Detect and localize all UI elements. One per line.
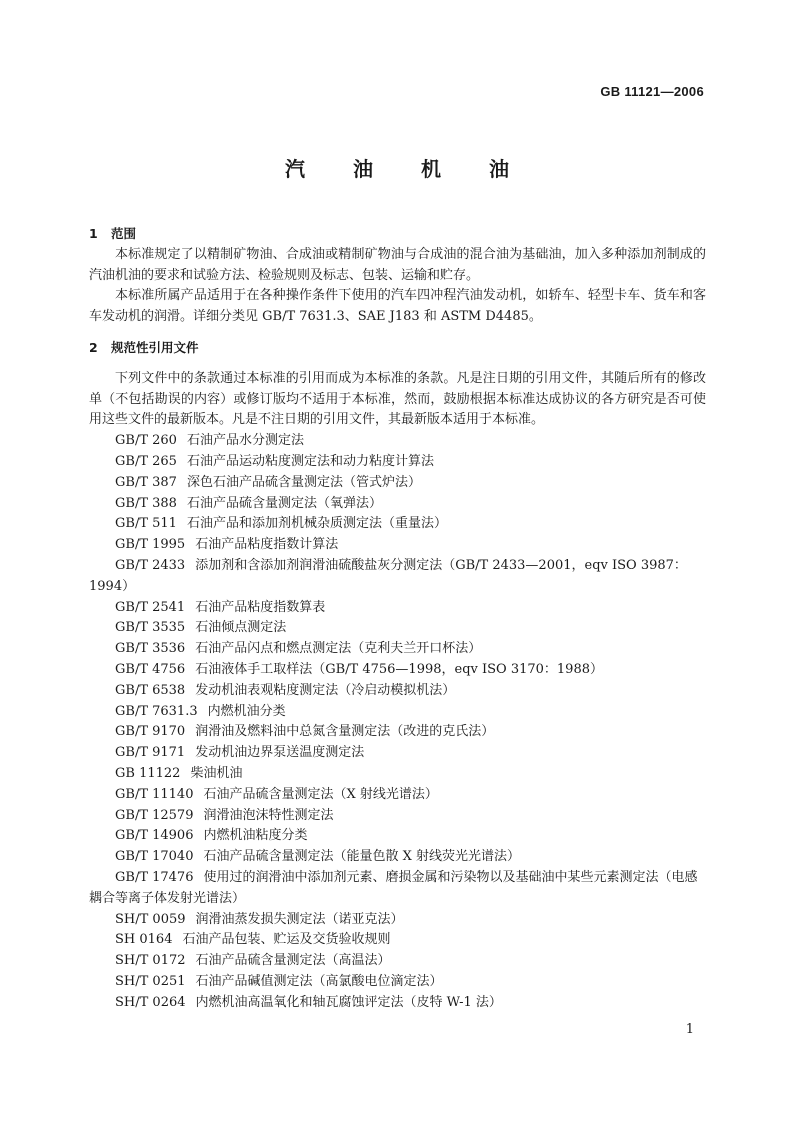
section-number: 2 — [89, 339, 98, 355]
reference-title: 石油产品运动粘度测定法和动力粘度计算法 — [186, 453, 434, 469]
reference-title: 内燃机油高温氧化和轴瓦腐蚀评定法（皮特 W-1 法） — [195, 994, 502, 1010]
reference-title: 石油倾点测定法 — [195, 620, 287, 636]
reference-item — [89, 452, 706, 473]
reference-code: GB/T 6538 — [115, 682, 186, 698]
reference-code: GB/T 265 — [115, 453, 177, 469]
reference-item — [89, 764, 706, 785]
reference-code: GB/T 511 — [115, 516, 177, 532]
reference-code: GB/T 3535 — [115, 620, 186, 636]
reference-item — [89, 743, 706, 764]
reference-item — [89, 702, 706, 723]
reference-item — [89, 473, 706, 494]
reference-code: GB/T 12579 — [115, 807, 194, 823]
reference-list — [89, 431, 706, 1013]
reference-item — [89, 951, 706, 972]
section-title: 范围 — [111, 226, 137, 241]
document-title: 汽油机油 — [285, 157, 557, 181]
reference-code: GB/T 2433 — [115, 557, 186, 573]
reference-item — [89, 868, 706, 910]
reference-title: 柴油机油 — [190, 765, 243, 781]
reference-item — [89, 639, 706, 660]
reference-code: GB/T 17040 — [115, 849, 194, 865]
reference-code: GB/T 7631.3 — [115, 703, 198, 719]
reference-code: GB/T 9171 — [115, 745, 186, 761]
reference-title: 石油产品硫含量测定法（X 射线光谱法） — [203, 786, 438, 802]
reference-title: 石油产品硫含量测定法（高温法） — [195, 953, 391, 969]
reference-item — [89, 556, 706, 598]
reference-item — [89, 618, 706, 639]
reference-item — [89, 494, 706, 515]
reference-title: 内燃机油分类 — [207, 703, 286, 719]
reference-title: 发动机油边界泵送温度测定法 — [195, 745, 365, 761]
section-heading-normative-references — [89, 338, 706, 359]
reference-title: 深色石油产品硫含量测定法（管式炉法） — [186, 474, 421, 490]
reference-title: 石油产品硫含量测定法（氧弹法） — [186, 495, 382, 511]
reference-title: 发动机油表观粘度测定法（冷启动模拟机法） — [195, 682, 456, 698]
reference-code: GB/T 11140 — [115, 786, 194, 802]
references-intro-paragraph: 下列文件中的条款通过本标准的引用而成为本标准的条款。凡是注日期的引用文件，其随后所有的修改单（不包括勘误的内容）或修订版均不适用于本标准，然而，鼓励根据本标准达成协议的各方研究是否可使用这些文件的最新版本。凡是不注日期的引用文件，其最新版本适用于本标准。 — [89, 370, 706, 428]
reference-item — [89, 722, 706, 743]
reference-code: GB/T 14906 — [115, 828, 194, 844]
reference-item — [89, 535, 706, 556]
reference-item — [89, 930, 706, 951]
reference-code: GB/T 3536 — [115, 641, 186, 657]
reference-title: 使用过的润滑油中添加剂元素、磨损金属和污染物以及基础油中某些元素测定法（电感耦合等离子体发射光谱法） — [89, 869, 698, 906]
reference-title: 润滑油及燃料油中总氮含量测定法（改进的克氏法） — [195, 724, 495, 740]
section-number: 1 — [89, 226, 98, 241]
reference-item — [89, 972, 706, 993]
section-heading-scope — [89, 224, 706, 245]
reference-item — [89, 910, 706, 931]
reference-code: SH/T 0264 — [115, 994, 186, 1010]
reference-item — [89, 660, 706, 681]
reference-title: 内燃机油粘度分类 — [203, 828, 308, 844]
section-title: 规范性引用文件 — [111, 339, 199, 355]
reference-title: 石油产品硫含量测定法（能量色散 X 射线荧光光谱法） — [203, 849, 521, 865]
reference-title: 石油液体手工取样法（GB/T 4756—1998，eqv ISO 3170：1988） — [195, 661, 603, 677]
reference-title: 石油产品碱值测定法（高氯酸电位滴定法） — [195, 973, 443, 989]
reference-title: 石油产品和添加剂机械杂质测定法（重量法） — [186, 516, 447, 532]
reference-title: 石油产品水分测定法 — [186, 433, 304, 449]
reference-item — [89, 431, 706, 452]
scope-paragraph: 本标准规定了以精制矿物油、合成油或精制矿物油与合成油的混合油为基础油，加入多种添加剂制成的汽油机油的要求和试验方法、检验规则及标志、包装、运输和贮存。 — [89, 246, 706, 283]
scope-paragraph: 本标准所属产品适用于在各种操作条件下使用的汽车四冲程汽油发动机，如轿车、轻型卡车、货车和客车发动机的润滑。详细分类见 GB/T 7631.3、SAE J183 和 ASTM D4485。 — [89, 288, 706, 325]
reference-code: GB/T 260 — [115, 433, 177, 449]
reference-item — [89, 785, 706, 806]
page-number: 1 — [685, 1022, 694, 1037]
reference-title: 石油产品包装、贮运及交货验收规则 — [182, 932, 391, 948]
reference-title: 石油产品粘度指数计算法 — [195, 537, 339, 553]
reference-code: GB/T 4756 — [115, 661, 186, 677]
reference-code: GB/T 388 — [115, 495, 177, 511]
reference-title: 石油产品粘度指数算表 — [195, 599, 326, 615]
reference-code: SH/T 0059 — [115, 911, 186, 927]
reference-code: SH/T 0172 — [115, 953, 186, 969]
reference-code: GB/T 17476 — [115, 869, 194, 885]
reference-title: 添加剂和含添加剂润滑油硫酸盐灰分测定法（GB/T 2433—2001，eqv ISO 3987：1994） — [89, 557, 687, 594]
reference-item — [89, 826, 706, 847]
reference-item — [89, 681, 706, 702]
reference-item — [89, 806, 706, 827]
reference-code: GB/T 2541 — [115, 599, 186, 615]
reference-item — [89, 514, 706, 535]
reference-item — [89, 847, 706, 868]
reference-item — [89, 993, 706, 1014]
reference-title: 石油产品闪点和燃点测定法（克利夫兰开口杯法） — [195, 641, 482, 657]
standard-code: GB 11121—2006 — [600, 84, 704, 99]
reference-code: GB/T 387 — [115, 474, 177, 490]
reference-code: SH 0164 — [115, 932, 173, 948]
reference-code: SH/T 0251 — [115, 973, 186, 989]
reference-item — [89, 598, 706, 619]
reference-code: GB/T 9170 — [115, 724, 186, 740]
reference-title: 润滑油蒸发损失测定法（诺亚克法） — [195, 911, 404, 927]
reference-code: GB 11122 — [115, 765, 181, 781]
document-body — [89, 216, 706, 1013]
reference-code: GB/T 1995 — [115, 537, 186, 553]
reference-title: 润滑油泡沫特性测定法 — [203, 807, 334, 823]
